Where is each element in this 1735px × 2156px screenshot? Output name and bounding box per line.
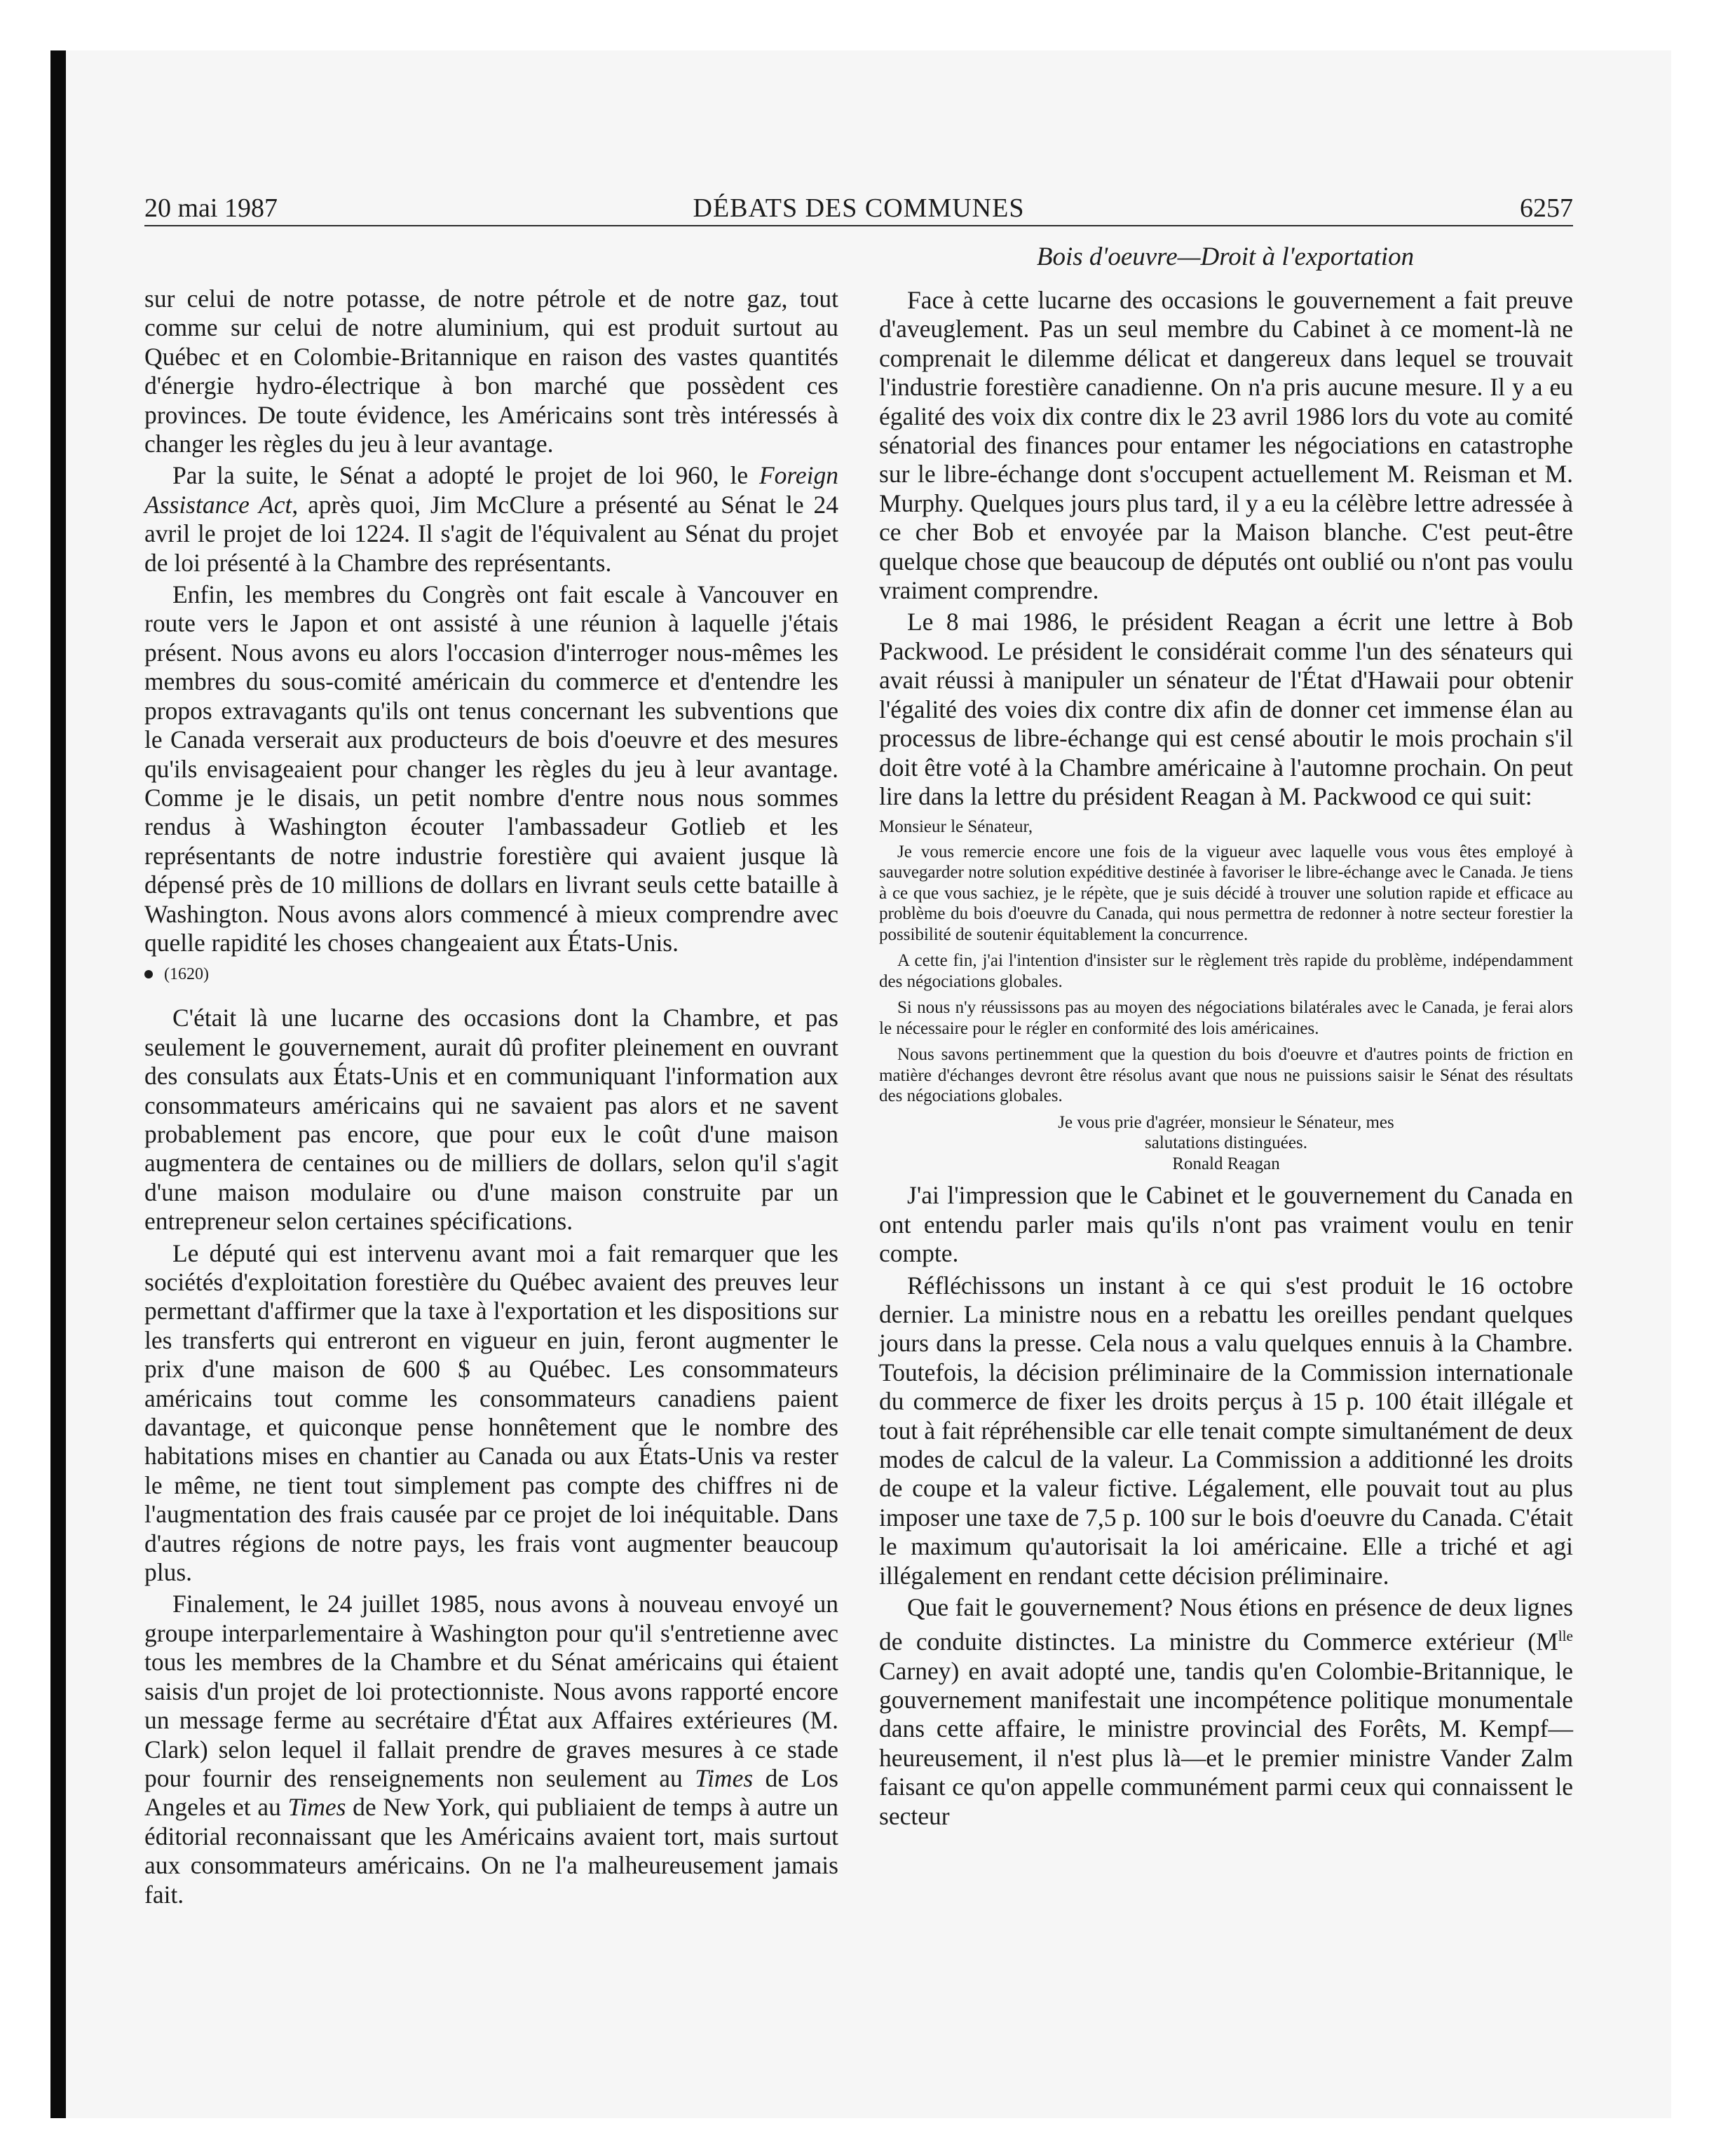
left-paragraph-6-text-c: de New York, qui publiaient de temps à autre un éditorial reconnaissant que les Américains avaient tort, mais surtout aux consommateurs américains. On ne l'a malheureusement jamais fait. (144, 1793, 838, 1909)
letter-salutation: Monsieur le Sénateur, (879, 817, 1033, 837)
right-paragraph-4: Réfléchissons un instant à ce qui s'est produit le 16 octobre dernier. La ministre nous en a rebattu les oreilles pendant quelques jours dans la presse. Cela nous a valu quelques ennuis à la Chambre. Toutefois, la décision préliminaire de la Commission internationale du commerce de fixer les droits perçus à 15 p. 100 était illégale et tout à fait répréhensible car elle tenait compte simultanément de deux modes de calcul de la valeur. La Commission a additionné les droits de coupe et la valeur fictive. Légalement, elle pouvait tout au plus imposer une taxe de 7,5 p. 100 sur le bois d'oeuvre du Canada. C'était le maximum qu'autorisait la loi américaine. Elle a triché et agi illégalement en rendant cette décision préliminaire. (879, 1271, 1573, 1590)
right-paragraph-5-text-b: Carney) en avait adopté une, tandis qu'en Colombie-Britannique, le gouvernement manifestait une incompétence politique monumentale dans cette affaire, le ministre provincial des Forêts, M. Kempf—heureusement, il n'est plus là—et le premier ministre Vander Zalm faisant ce qu'on appelle communément parmi ceux qui connaissent le secteur (879, 1656, 1573, 1830)
letter-closing-line-1: Je vous prie d'agréer, monsieur le Sénateur, mes (1058, 1112, 1394, 1132)
header-rule (144, 225, 1573, 226)
page-number: 6257 (1520, 193, 1573, 223)
left-paragraph-6-text-b: de Los Angeles et au (144, 1763, 838, 1822)
page-header (144, 192, 1573, 224)
letter-signature: Ronald Reagan (1172, 1154, 1280, 1173)
right-paragraph-2: Le 8 mai 1986, le président Reagan a écrit une lettre à Bob Packwood. Le président le considérait comme l'un des sénateurs qui avait réussi à manipuler un sénateur de l'État d'Hawaii pour obtenir l'égalité des voies dix contre dix afin de donner cet immense élan au processus de libre-échange qui est censé aboutir le mois prochain s'il doit être voté à la Chambre américaine à l'automne prochain. On peut lire dans la lettre du président Reagan à M. Packwood ce qui suit: (879, 608, 1573, 810)
right-paragraph-5-text-a: Que fait le gouvernement? Nous étions en présence de deux lignes de conduite distinctes. La ministre du Commerce extérieur (M (879, 1593, 1573, 1656)
left-paragraph-1: sur celui de notre potasse, de notre pétrole et de notre gaz, tout comme sur celui de notre aluminium, qui est produit surtout au Québec et en Colombie-Britannique en raison des vastes quantités d'énergie hydro-électrique à bon marché que possèdent ces provinces. De toute évidence, les Américains sont très intéressés à changer les règles du jeu à leur avantage. (144, 285, 838, 458)
left-paragraph-6-text-a: Finalement, le 24 juillet 1985, nous avons à nouveau envoyé un groupe interparlementaire à Washington pour qu'il s'entretienne avec tous les membres de la Chambre et du Sénat américains qui étaient saisis d'un projet de loi protectionniste. Nous avons rapporté encore un message ferme au secrétaire d'État aux Affaires extérieures (M. Clark) selon lequel il fallait prendre de graves mesures à ce stade pour fournir des renseignements non seulement au (144, 1590, 838, 1792)
letter-paragraph-1: Je vous remercie encore une fois de la vigueur avec laquelle vous vous êtes employé à sauvegarder notre solution expéditive destinée à favoriser le libre-échange avec le Canada. Je tiens à ce que vous sachiez, je le répète, que je suis décidé à trouver une solution rapide et efficace au problème du bois d'oeuvre du Canada, qui nous permettra de redonner à notre secteur forestier la possibilité de soutenir équitablement la concurrence. (879, 842, 1573, 944)
time-marker-label: (1620) (164, 965, 209, 984)
left-paragraph-6 (144, 1590, 838, 1909)
left-paragraph-2-text-a: Par la suite, le Sénat a adopté le projet de loi 960, le (172, 461, 759, 490)
left-paragraph-5: Le député qui est intervenu avant moi a fait remarquer que les sociétés d'exploitation forestière du Québec avaient des preuves leur permettant d'affirmer que la taxe à l'exportation et les dispositions sur les transferts qui entreront en vigueur en juin, feront augmenter le prix d'une maison de 600 $ au Québec. Les consommateurs américains tout comme les consommateurs canadiens paient davantage, et quiconque pense honnêtement que le nombre des habitations mises en chantier au Canada ou aux États-Unis va rester le même, ne tient tout simplement pas compte des chiffres ni de l'augmentation des frais causée par ce projet de loi inéquitable. Dans d'autres régions de notre pays, les frais vont augmenter beaucoup plus. (144, 1239, 838, 1587)
right-paragraph-5-superscript: lle (1558, 1628, 1573, 1645)
letter-paragraph-4: Nous savons pertinemment que la question du bois d'oeuvre et d'autres points de friction en matière d'échanges devront être résolus avant que nous ne puissions saisir le Sénat des résultats des négociations globales. (879, 1045, 1573, 1106)
time-marker (144, 960, 838, 988)
bullet-icon (144, 970, 153, 978)
right-paragraph-5 (879, 1593, 1573, 1831)
letter-closing-line-2: salutations distinguées. (1145, 1133, 1307, 1153)
running-head: Bois d'oeuvre—Droit à l'exportation (1036, 243, 1415, 271)
left-paragraph-3: Enfin, les membres du Congrès ont fait escale à Vancouver en route vers le Japon et ont assisté à une réunion à laquelle j'étais présent. Nous avons eu alors l'occasion d'interroger nous-mêmes les membres du sous-comité américain du commerce et d'entendre les propos extravagants qu'ils ont tenus concernant les subventions que le Canada verserait aux producteurs de bois d'oeuvre et des mesures qu'ils envisageaient pour changer les règles du jeu à leur avantage. Comme je le disais, un petit nombre d'entre nous nous sommes rendus à Washington écouter l'ambassadeur Gotlieb et les représentants de notre industrie forestière qui avaient jusque là dépensé près de 10 millions de dollars en livrant seuls cette bataille à Washington. Nous avons alors commencé à mieux comprendre avec quelle rapidité les choses changeaient aux États-Unis. (144, 580, 838, 957)
scan-edge-shadow (50, 50, 66, 2118)
quoted-letter (879, 817, 1573, 1174)
left-column (144, 285, 838, 1912)
right-column (879, 286, 1573, 1834)
header-date: 20 mai 1987 (144, 193, 278, 223)
left-paragraph-2-text-b: , après quoi, Jim McClure a présenté au Sénat le 24 avril le projet de loi 1224. Il s'agit de l'équivalent au Sénat du projet de loi présenté à la Chambre des représentants. (144, 490, 838, 577)
left-paragraph-6-newspaper-2: Times (287, 1793, 346, 1822)
left-paragraph-2-act-title: Foreign Assistance Act (144, 461, 838, 519)
letter-paragraph-2: A cette fin, j'ai l'intention d'insister sur le règlement très rapide du problème, indépendamment des négociations globales. (879, 951, 1573, 991)
right-paragraph-3: J'ai l'impression que le Cabinet et le gouvernement du Canada en ont entendu parler mais qu'ils n'ont pas vraiment voulu en tenir compte. (879, 1181, 1573, 1268)
left-paragraph-6-newspaper-1: Times (695, 1763, 754, 1792)
letter-closing (879, 1112, 1573, 1175)
right-paragraph-1: Face à cette lucarne des occasions le gouvernement a fait preuve d'aveuglement. Pas un seul membre du Cabinet à ce moment-là ne comprenait le dilemme délicat et dangereux dans lequel se trouvait l'industrie forestière canadienne. On n'a pris aucune mesure. Il y a eu égalité des voix dix contre dix le 23 avril 1986 lors du vote au comité sénatorial des finances pour entamer les négociations en catastrophe sur le libre-échange dont s'occupent actuellement M. Reisman et M. Murphy. Quelques jours plus tard, il y a eu la célèbre lettre adressée à ce cher Bob et envoyée par la Maison blanche. C'est peut-être quelque chose que beaucoup de députés ont oublié ou n'ont pas voulu vraiment comprendre. (879, 286, 1573, 605)
header-title: DÉBATS DES COMMUNES (693, 193, 1025, 223)
letter-paragraph-3: Si nous n'y réussissons pas au moyen des négociations bilatérales avec le Canada, je ferai alors le nécessaire pour le régler en conformité des lois américaines. (879, 998, 1573, 1038)
left-paragraph-4: C'était là une lucarne des occasions dont la Chambre, et pas seulement le gouvernement, aurait dû profiter pleinement en ouvrant des consulats aux États-Unis et en communiquant l'information aux consommateurs américains qui ne savaient pas alors et ne savent probablement pas encore, que pour eux le coût d'une maison augmentera de centaines ou de milliers de dollars, selon qu'il s'agit d'une maison modulaire ou d'une maison construite par un entrepreneur selon certaines spécifications. (144, 1004, 838, 1236)
left-paragraph-2 (144, 461, 838, 578)
